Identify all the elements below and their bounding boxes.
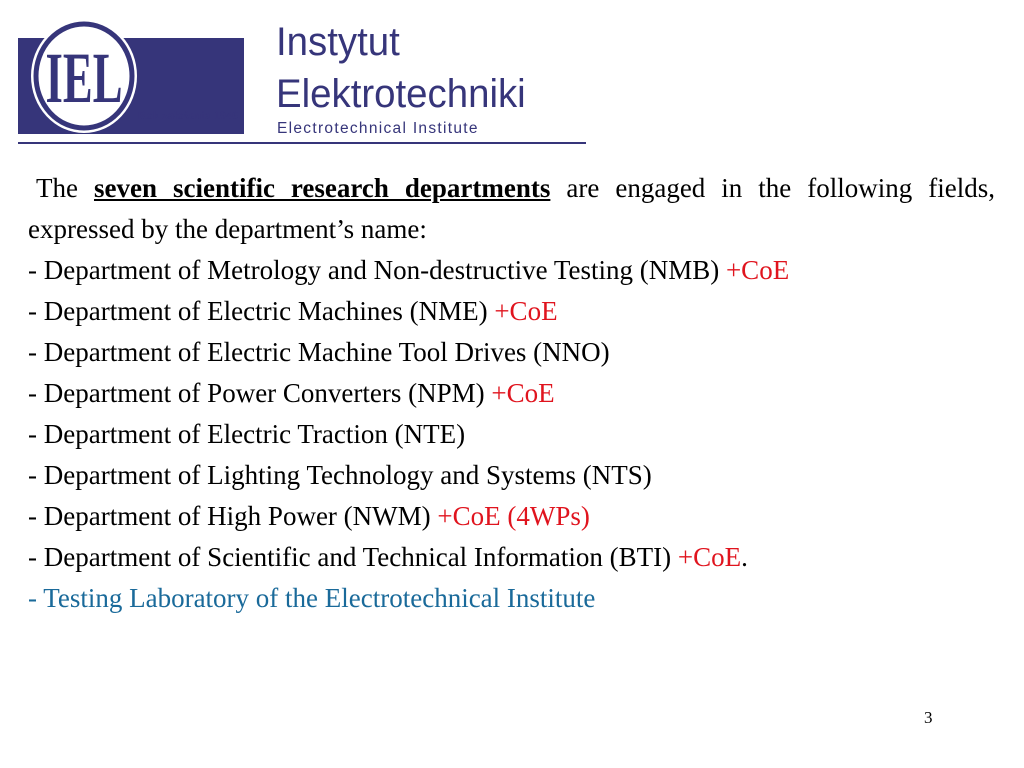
intro-rest: are engaged in the following fields, expressed by the department’s name: xyxy=(28,173,996,244)
founded-year: Rok założenia 1946 xyxy=(137,108,239,122)
intro-lead: The xyxy=(36,173,78,203)
department-name: - Department of Electric Traction (NTE) xyxy=(28,419,466,449)
institute-name-english: Electrotechnical Institute xyxy=(277,120,479,137)
logo-underline xyxy=(18,142,586,144)
slide-body xyxy=(28,168,995,619)
coe-tag: +CoE xyxy=(677,542,742,572)
department-list xyxy=(28,250,995,578)
department-name: - Department of Lighting Technology and Systems (NTS) xyxy=(28,460,652,490)
department-name: - Department of Electric Machines (NME) xyxy=(28,296,495,326)
department-name: - Department of Power Converters (NPM) xyxy=(28,378,492,408)
page-number: 3 xyxy=(924,708,933,727)
department-name: - Department of Electric Machine Tool Drives (NNO) xyxy=(28,337,610,367)
department-item xyxy=(28,291,995,332)
department-item xyxy=(28,455,995,496)
department-item xyxy=(28,496,995,537)
testing-lab-line: - Testing Laboratory of the Electrotechnical Institute xyxy=(28,583,596,613)
department-item xyxy=(28,250,995,291)
department-item xyxy=(28,332,995,373)
department-name: - Department of Metrology and Non-destructive Testing (NMB) xyxy=(28,255,726,285)
coe-tag: +CoE xyxy=(725,255,790,285)
department-item xyxy=(28,414,995,455)
department-item xyxy=(28,373,995,414)
department-name: - Department of High Power (NWM) xyxy=(28,501,438,531)
coe-tag: +CoE xyxy=(494,296,558,326)
coe-tag: +CoE xyxy=(491,378,555,408)
department-name: - Department of Scientific and Technical Information (BTI) xyxy=(28,542,678,572)
iel-emblem-icon xyxy=(28,16,140,136)
department-item xyxy=(28,537,995,578)
coe-tag: +CoE (4WPs) xyxy=(437,501,590,531)
intro-emphasis: seven scientific research departments xyxy=(93,173,551,203)
institute-name-line2: Elektrotechniki xyxy=(276,72,526,116)
intro-paragraph xyxy=(28,168,995,250)
institute-name-line1: Instytut xyxy=(276,20,400,64)
institute-logo xyxy=(18,14,588,149)
line-suffix: . xyxy=(741,542,748,572)
emblem-letters: IEL xyxy=(45,38,123,118)
